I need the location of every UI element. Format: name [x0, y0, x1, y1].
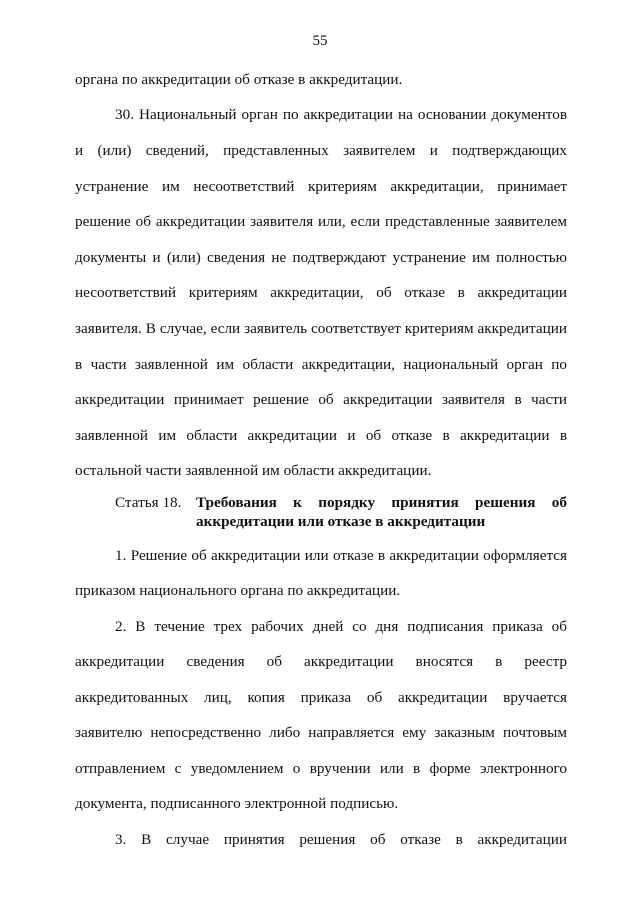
- text-line: отправлением с уведомлением о вручении или в форме электронного: [75, 760, 567, 777]
- text-line: органа по аккредитации об отказе в аккредитации.: [75, 71, 403, 88]
- text-line: аккредитации сведения об аккредитации вносятся в реестр: [75, 653, 567, 670]
- paragraph-first-line: 30. Национальный орган по аккредитации на основании документов: [115, 106, 567, 123]
- article-title-line-1: Требования к порядку принятия решения об: [196, 494, 567, 511]
- text-line: решение об аккредитации заявителя или, если представленные заявителем: [75, 213, 567, 230]
- text-line: несоответствий критериям аккредитации, об отказе в аккредитации: [75, 284, 567, 301]
- text-line: остальной части заявленной им области аккредитации.: [75, 462, 432, 479]
- text-line: заявителю непосредственно либо направляется ему заказным почтовым: [75, 724, 567, 741]
- text-line: аккредитации принимает решение об аккредитации заявителя в части: [75, 391, 567, 408]
- paragraph-first-line: 3. В случае принятия решения об отказе в аккредитации: [115, 831, 567, 848]
- article-title-line-2: аккредитации или отказе в аккредитации: [196, 513, 486, 530]
- text-line: устранение им несоответствий критериям аккредитации, принимает: [75, 178, 567, 195]
- paragraph-first-line: 2. В течение трех рабочих дней со дня подписания приказа об: [115, 618, 567, 635]
- text-line: заявителя. В случае, если заявитель соответствует критериям аккредитации: [75, 320, 567, 337]
- text-line: документы и (или) сведения не подтверждают устранение им полностью: [75, 249, 567, 266]
- page-number: 55: [312, 33, 328, 49]
- text-line: аккредитованных лиц, копия приказа об аккредитации вручается: [75, 689, 567, 706]
- article-number: Статья 18.: [115, 494, 182, 511]
- text-line: заявленной им области аккредитации и об отказе в аккредитации в: [75, 427, 567, 444]
- text-line: документа, подписанного электронной подписью.: [75, 795, 399, 812]
- text-line: приказом национального органа по аккредитации.: [75, 582, 401, 599]
- text-line: и (или) сведений, представленных заявителем и подтверждающих: [75, 142, 567, 159]
- text-line: в части заявленной им области аккредитации, национальный орган по: [75, 356, 567, 373]
- paragraph-first-line: 1. Решение об аккредитации или отказе в аккредитации оформляется: [115, 547, 567, 564]
